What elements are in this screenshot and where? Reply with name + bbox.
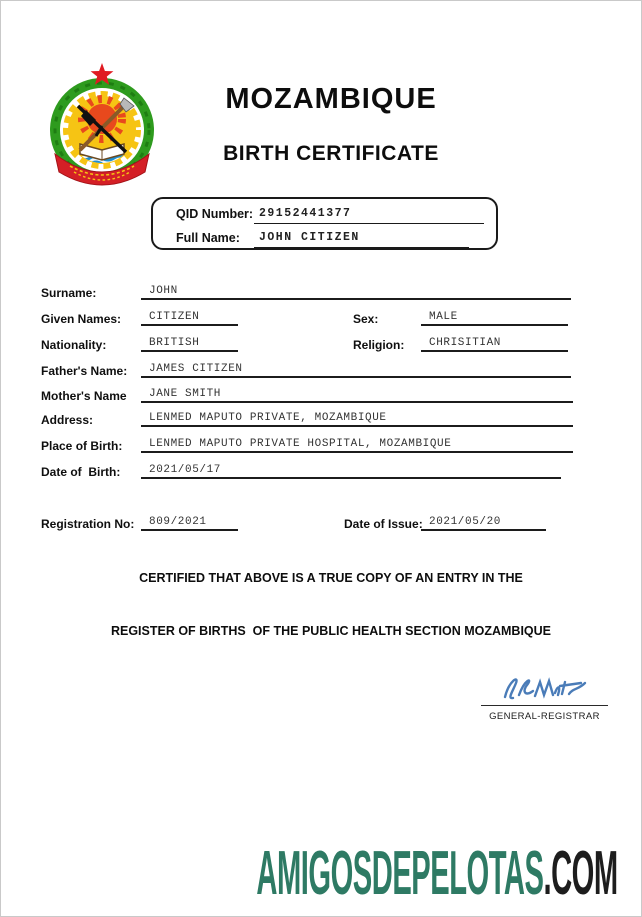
address-field [141,411,573,427]
date-of-issue-label: Date of Issue: [344,517,423,531]
mothers-name-field [141,387,573,403]
date-of-birth-value: 2021/05/17 [149,464,222,476]
sex-label: Sex: [353,312,379,326]
certification-line-1: CERTIFIED THAT ABOVE IS A TRUE COPY OF AN ENTRY IN THE [139,571,523,585]
watermark-text [256,838,618,908]
surname-field [141,284,571,300]
fathers-name-value: JAMES CITIZEN [149,363,243,375]
religion-label: Religion: [353,338,405,352]
place-of-birth-value: LENMED MAPUTO PRIVATE HOSPITAL, MOZAMBIQUE [149,438,452,450]
surname-value: JOHN [149,285,178,297]
date-of-issue-value: 2021/05/20 [429,516,502,528]
document-title: BIRTH CERTIFICATE [223,142,439,165]
registrar-title: GENERAL-REGISTRAR [489,711,600,722]
watermark-banner [0,838,618,908]
registration-no-value: 809/2021 [149,516,207,528]
given-names-value: CITIZEN [149,311,200,323]
religion-field [421,336,568,352]
watermark-tld: .COM [543,838,618,908]
qid-number-underline [254,223,484,224]
date-of-birth-label: Date of Birth: [41,465,121,479]
mothers-name-value: JANE SMITH [149,388,222,400]
nationality-field [141,336,238,352]
registration-no-label: Registration No: [41,517,135,531]
certification-line-2: REGISTER OF BIRTHS OF THE PUBLIC HEALTH SECTION MOZAMBIQUE [110,624,552,638]
qid-number-label: QID Number: [176,207,254,221]
country-title: MOZAMBIQUE [225,83,437,115]
sex-value: MALE [429,311,458,323]
id-summary-box [151,197,498,250]
full-name-underline [254,247,469,248]
watermark-brand: AMIGOSDEPELOTAS [256,838,544,908]
qid-number-value: 29152441377 [259,207,352,220]
signature-underline [481,705,608,706]
full-name-value: JOHN CITIZEN [259,231,360,244]
given-names-label: Given Names: [41,312,122,326]
place-of-birth-field [141,437,573,453]
registrar-signature-icon [499,671,591,705]
nationality-label: Nationality: [41,338,107,352]
mozambique-coat-of-arms-icon [46,62,158,186]
address-value: LENMED MAPUTO PRIVATE, MOZAMBIQUE [149,412,387,424]
given-names-field [141,310,238,326]
nationality-value: BRITISH [149,337,200,349]
place-of-birth-label: Place of Birth: [41,439,123,453]
address-label: Address: [41,413,94,427]
religion-value: CHRISITIAN [429,337,502,349]
date-of-issue-field [421,515,546,531]
fathers-name-label: Father's Name: [41,364,128,378]
sex-field [421,310,568,326]
surname-label: Surname: [41,286,97,300]
registration-no-field [141,515,238,531]
mothers-name-label: Mother's Name [41,389,127,403]
fathers-name-field [141,362,571,378]
date-of-birth-field [141,463,561,479]
full-name-label: Full Name: [176,231,240,245]
